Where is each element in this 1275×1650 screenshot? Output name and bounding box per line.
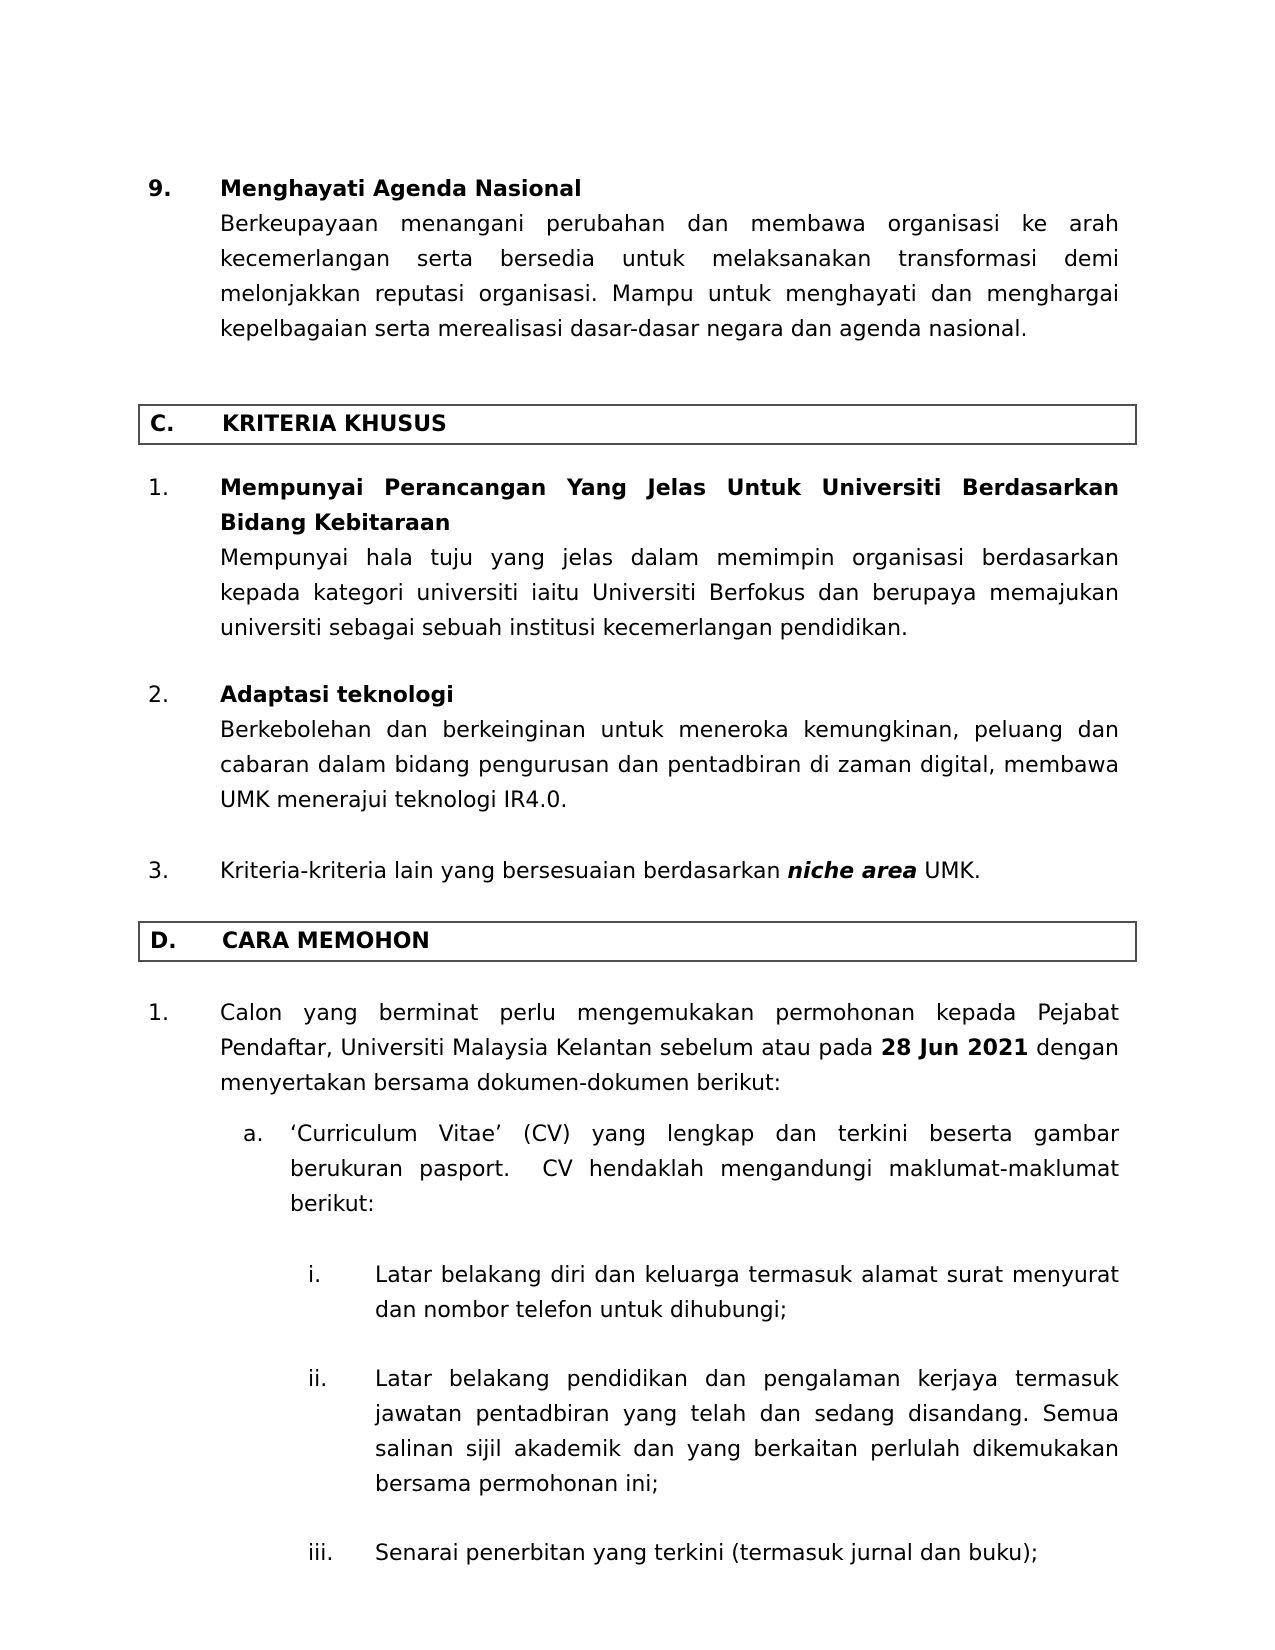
item-d1-text-after: dengan menyertakan bersama dokumen-dokumen berikut:	[220, 1036, 1119, 1096]
item-d1a-iii-numeral: iii.	[308, 1541, 334, 1566]
item-d1a-i	[308, 1258, 1137, 1328]
item-c2	[138, 678, 1137, 818]
item-d1a	[243, 1117, 1137, 1222]
section-d-title: CARA MEMOHON	[222, 929, 430, 954]
section-d-letter: D.	[150, 929, 177, 954]
item-d1-text-before: Calon yang berminat perlu mengemukakan permohonan kepada Pejabat Pendaftar, Universiti Malaysia Kelantan sebelum atau pada	[220, 1001, 1119, 1061]
item-c3-text-after: UMK.	[917, 859, 981, 884]
item-c3-number: 3.	[148, 859, 169, 884]
item-d1a-i-numeral: i.	[308, 1263, 322, 1288]
item-c1-body: Mempunyai hala tuju yang jelas dalam memimpin organisasi berdasarkan kepada kategori universiti iaitu Universiti Berfokus dan berupaya memajukan universiti sebagai sebuah institusi kecemerlangan pendidikan.	[220, 546, 1119, 641]
item-c3-body	[220, 854, 1119, 889]
item-d1a-iii	[308, 1536, 1137, 1571]
item-c2-number: 2.	[148, 683, 169, 708]
item-d1-body	[220, 996, 1119, 1101]
item-9-body: Berkeupayaan menangani perubahan dan membawa organisasi ke arah kecemerlangan serta bersedia untuk melaksanakan transformasi demi melonjakkan reputasi organisasi. Mampu untuk menghayati dan menghargai kepelbagaian serta merealisasi dasar-dasar negara dan agenda nasional.	[220, 212, 1119, 342]
item-c1-number: 1.	[148, 476, 169, 501]
item-c1-title: Mempunyai Perancangan Yang Jelas Untuk Universiti Berdasarkan Bidang Kebitaraan	[220, 476, 1119, 536]
item-9-number: 9.	[148, 177, 172, 202]
item-d1a-iii-body: Senarai penerbitan yang terkini (termasuk jurnal dan buku);	[375, 1541, 1039, 1566]
item-9	[138, 172, 1137, 347]
item-d1a-ii-numeral: ii.	[308, 1367, 328, 1392]
item-c1	[138, 471, 1137, 646]
item-c3-text-before: Kriteria-kriteria lain yang bersesuaian berdasarkan	[220, 859, 788, 884]
section-c-letter: C.	[150, 412, 175, 437]
item-c3-niche-area-emphasis: niche area	[787, 859, 918, 884]
item-d1a-i-body: Latar belakang diri dan keluarga termasuk alamat surat menyurat dan nombor telefon untuk dihubungi;	[375, 1263, 1119, 1323]
item-d1a-body: ‘Curriculum Vitae’ (CV) yang lengkap dan terkini beserta gambar berukuran pasport. CV hendaklah mengandungi maklumat-maklumat berikut:	[290, 1122, 1119, 1217]
section-header-c	[138, 404, 1137, 445]
item-d1a-ii-body: Latar belakang pendidikan dan pengalaman kerjaya termasuk jawatan pentadbiran yang telah dan sedang disandang. Semua salinan sijil akademik dan yang berkaitan perlulah dikemukakan bersama permohonan ini;	[375, 1367, 1119, 1497]
section-c-title: KRITERIA KHUSUS	[222, 412, 447, 437]
item-c2-body: Berkebolehan dan berkeinginan untuk meneroka kemungkinan, peluang dan cabaran dalam bidang pengurusan dan pentadbiran di zaman digital, membawa UMK menerajui teknologi IR4.0.	[220, 718, 1119, 813]
item-d1-number: 1.	[148, 1001, 169, 1026]
item-d1a-letter: a.	[243, 1122, 264, 1147]
item-d1a-ii	[308, 1362, 1137, 1502]
section-header-d	[138, 921, 1137, 962]
item-d1	[138, 996, 1137, 1101]
item-9-title: Menghayati Agenda Nasional	[220, 177, 582, 202]
item-c2-title: Adaptasi teknologi	[220, 683, 454, 708]
item-c3	[138, 854, 1137, 889]
item-d1-deadline-date: 28 Jun 2021	[880, 1036, 1029, 1061]
